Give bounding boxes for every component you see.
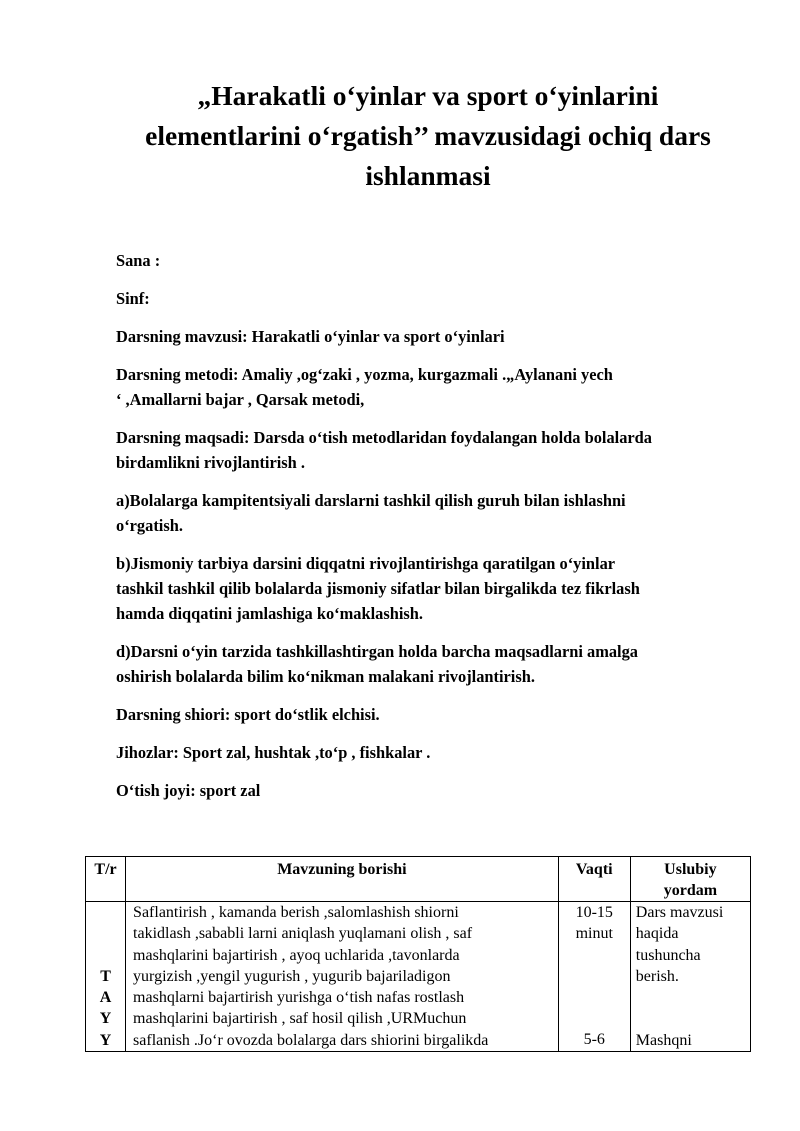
field-metodi-line-2: ‘ ,Amallarni bajar , Qarsak metodi, — [116, 390, 365, 409]
goal-b-line-1: b)Jismoniy tarbiya darsini diqqatni rivojlantirishga qaratilgan o‘yinlar — [116, 554, 616, 573]
stage-letter: Y — [99, 1031, 112, 1049]
activity-line: takidlash ,sababli larni aniqlash yuqlamani olish , saf — [133, 925, 473, 943]
method-line-last: Mashqni — [635, 1031, 692, 1049]
activity-line: mashqlarni bajartirish yurishga o‘tish nafas rostlash — [133, 989, 465, 1007]
header-uslubiy-yordam — [630, 857, 750, 902]
method-line: tushuncha — [635, 946, 701, 964]
method-line: Dars mavzusi — [635, 904, 724, 921]
title-line-2: elementlarini o‘rgatish’’ mavzusidagi ochiq dars — [145, 120, 711, 151]
goal-a-line-1: a)Bolalarga kampitentsiyali darslarni tashkil qilish guruh bilan ishlashni — [116, 491, 626, 510]
goal-b-line-2: tashkil tashkil qilib bolalarda jismoniy sifatlar bilan birgalikda tez fikrlash — [116, 579, 640, 598]
time-value: 10-15 — [575, 904, 613, 921]
document-title — [90, 76, 766, 196]
title-line-1: „Harakatli o‘yinlar va sport o‘yinlarini — [197, 80, 659, 111]
header-uslubiy: Uslubiy — [664, 861, 717, 878]
table-row — [86, 902, 751, 1052]
header-vaqti: Vaqti — [558, 857, 630, 902]
goal-d-line-1: d)Darsni o‘yin tarzida tashkillashtirgan holda barcha maqsadlarni amalga — [116, 642, 638, 661]
stage-letter: T — [100, 967, 111, 985]
goal-a-line-2: o‘rgatish. — [116, 516, 183, 535]
title-line-3: ishlanmasi — [365, 160, 491, 191]
time-unit: minut — [575, 925, 613, 943]
header-tr: T/r — [86, 857, 126, 902]
table-header-row — [86, 857, 751, 902]
method-line: haqida — [635, 925, 679, 943]
method-line — [636, 1008, 750, 1029]
stage-letter: Y — [99, 1010, 112, 1028]
activity-line: Saflantirish , kamanda berish ,salomlashish shiorni — [133, 904, 459, 921]
activity-line: saflanish .Jo‘r ovozda bolalarga dars shiorini birgalikda — [133, 1031, 489, 1049]
method-line — [636, 987, 750, 1008]
activity-line: yurgizish ,yengil yugurish , yugurib bajariladigon — [133, 967, 451, 985]
activity-line: mashqlarini bajartirish , ayoq uchlarida ,tavonlarda — [133, 946, 460, 964]
goal-d-line-2: oshirish bolalarda bilim ko‘nikman malakani rivojlantirish. — [116, 667, 535, 686]
time-cell — [558, 902, 630, 1052]
field-jihozlar: Jihozlar: Sport zal, hushtak ,to‘p , fishkalar . — [116, 743, 431, 762]
field-otish-joyi: O‘tish joyi: sport zal — [116, 781, 261, 800]
field-maqsad-line-2: birdamlikni rivojlantirish . — [116, 453, 305, 472]
activity-cell — [126, 902, 559, 1052]
field-sana: Sana : — [116, 251, 161, 270]
field-maqsad-line-1: Darsning maqsadi: Darsda o‘tish metodlaridan foydalangan holda bolalarda — [116, 428, 652, 447]
field-mavzu: Darsning mavzusi: Harakatli o‘yinlar va sport o‘yinlari — [116, 327, 505, 346]
field-sinf: Sinf: — [116, 289, 150, 308]
field-shior: Darsning shiori: sport do‘stlik elchisi. — [116, 705, 380, 724]
time-value-2: 5-6 — [583, 1030, 605, 1048]
goal-b-line-3: hamda diqqatini jamlashiga ko‘maklashish. — [116, 604, 423, 623]
header-mavzuning-borishi: Mavzuning borishi — [126, 857, 559, 902]
header-yordam: yordam — [663, 882, 718, 899]
lesson-plan-table — [85, 856, 751, 1052]
activity-line: mashqlarini bajartirish , saf hosil qilish ,URMuchun — [133, 1010, 467, 1028]
method-cell — [630, 902, 750, 1052]
method-line: berish. — [635, 967, 679, 985]
stage-cell — [86, 902, 126, 1052]
field-metodi-line-1: Darsning metodi: Amaliy ,og‘zaki , yozma, kurgazmali .„Aylanani yech — [116, 365, 613, 384]
stage-letter: A — [99, 989, 112, 1007]
